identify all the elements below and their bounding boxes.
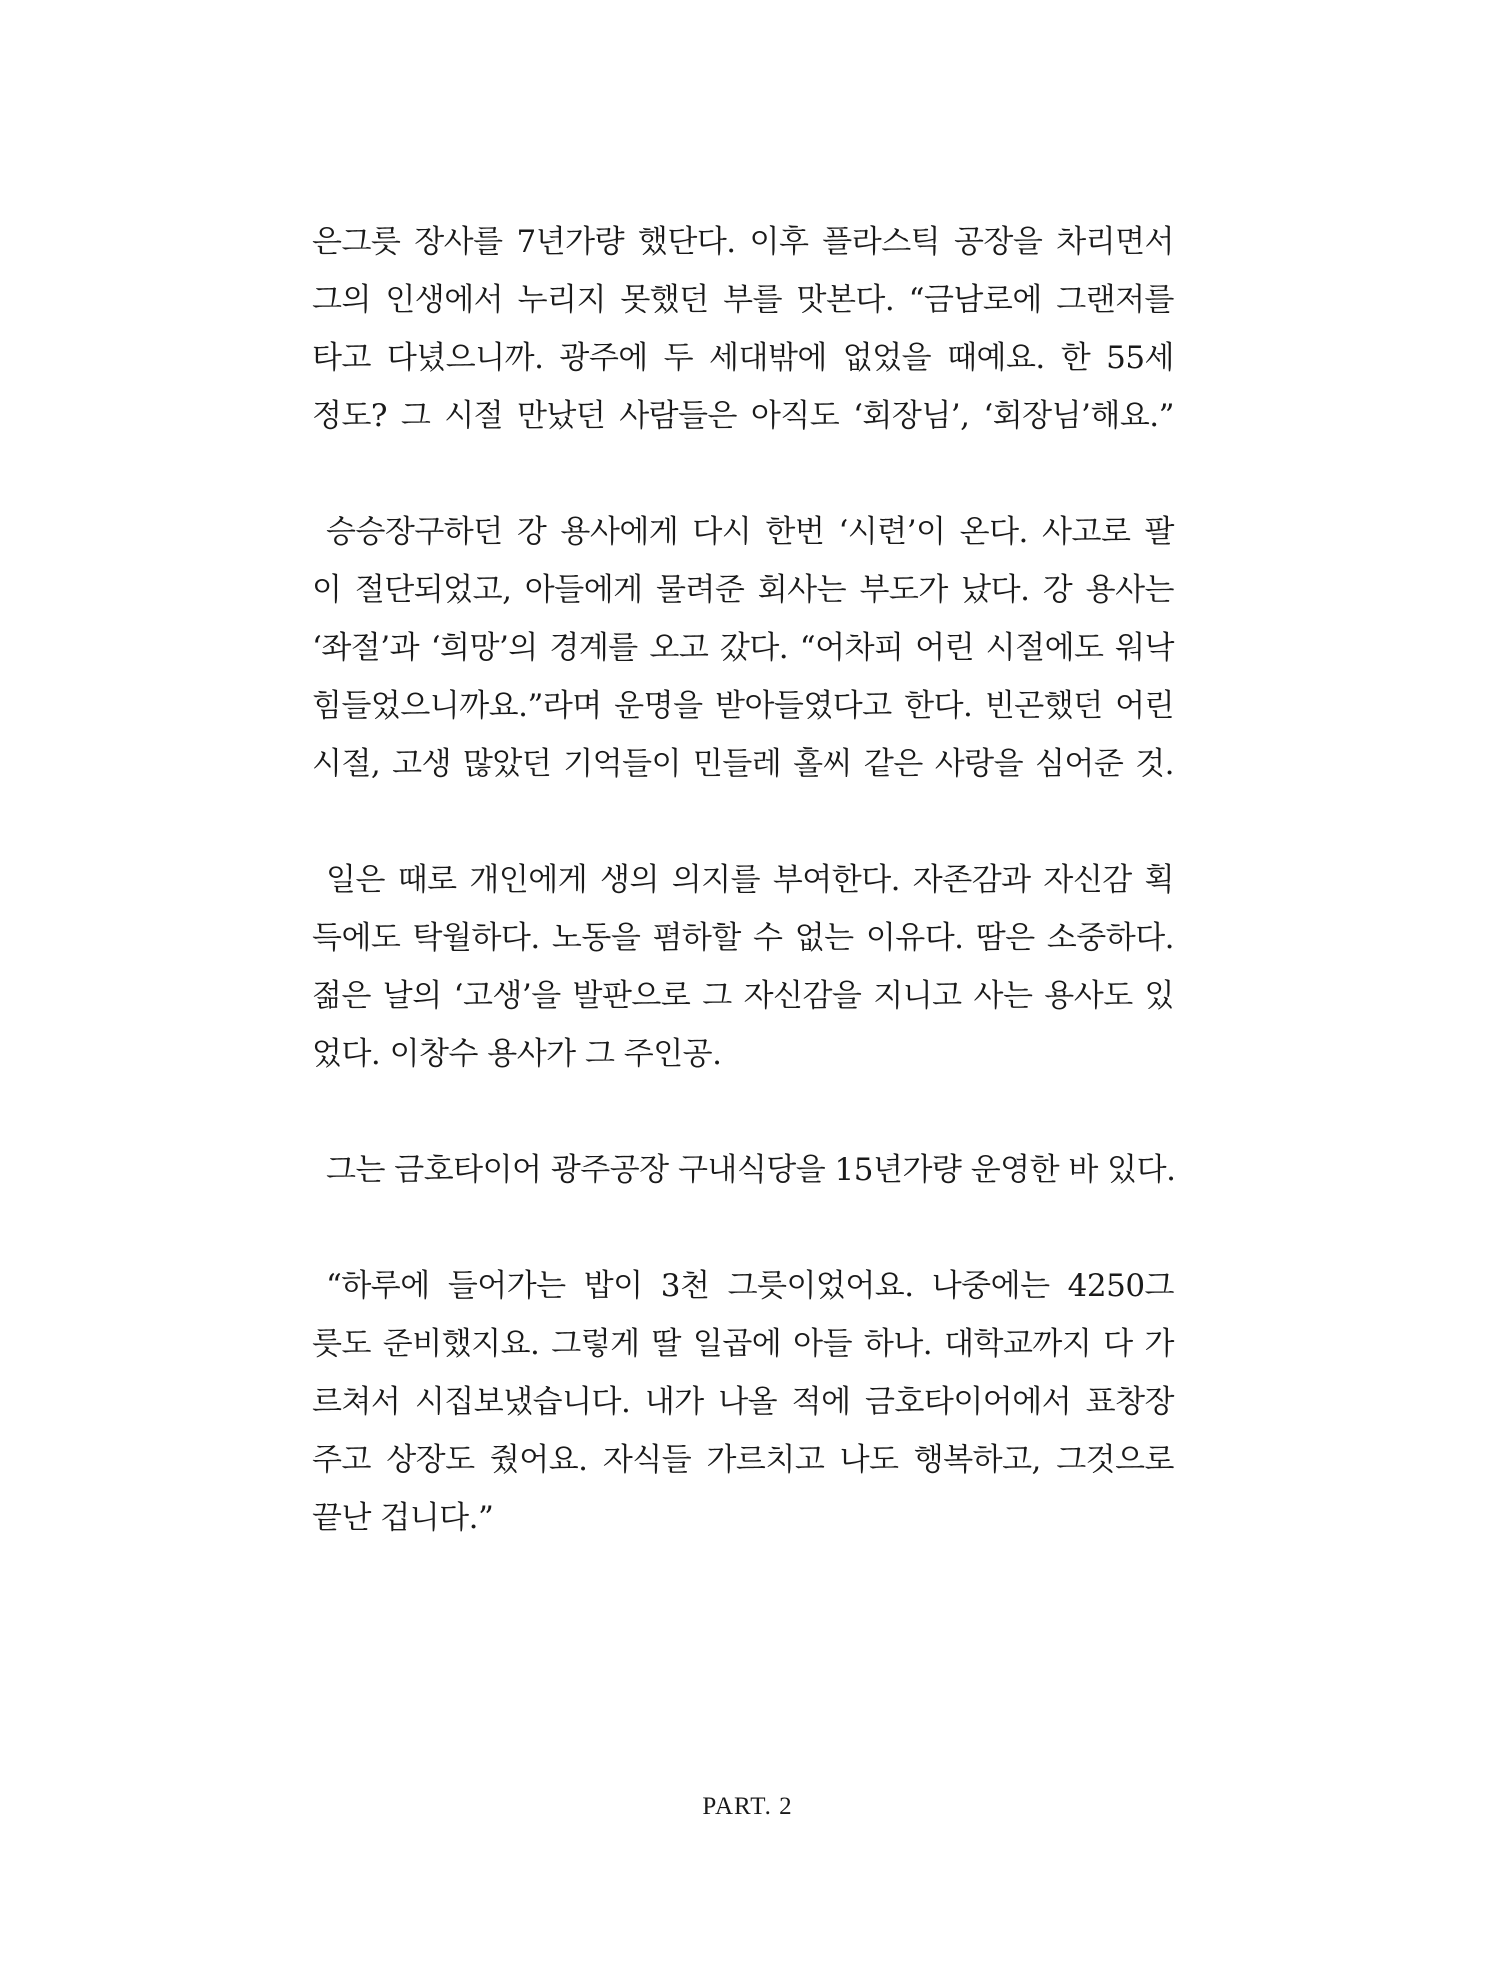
text-line: 이 절단되었고, 아들에게 물려준 회사는 부도가 났다. 강 용사는 <box>312 572 1174 608</box>
paragraph-4 <box>312 1141 1174 1199</box>
text-line: ‘좌절’과 ‘희망’의 경계를 오고 갔다. “어차피 어린 시절에도 워낙 <box>312 630 1174 666</box>
body-text <box>312 213 1174 1605</box>
paragraph-5 <box>312 1257 1174 1547</box>
text-line: 었다. 이창수 용사가 그 주인공. <box>312 1036 722 1072</box>
text-line: 끝난 겁니다.” <box>312 1500 494 1536</box>
text-line: 타고 다녔으니까. 광주에 두 세대밖에 없었을 때예요. 한 55세 <box>312 340 1174 376</box>
text-line: 일은 때로 개인에게 생의 의지를 부여한다. 자존감과 자신감 획 <box>326 862 1174 898</box>
text-line: 득에도 탁월하다. 노동을 폄하할 수 없는 이유다. 땀은 소중하다. <box>312 920 1174 956</box>
text-line: 힘들었으니까요.”라며 운명을 받아들였다고 한다. 빈곤했던 어린 <box>312 688 1174 724</box>
text-line: 그는 금호타이어 광주공장 구내식당을 15년가량 운영한 바 있다. <box>326 1152 1176 1188</box>
text-line: 시절, 고생 많았던 기억들이 민들레 홀씨 같은 사랑을 심어준 것. <box>312 746 1174 782</box>
text-line: 젊은 날의 ‘고생’을 발판으로 그 자신감을 지니고 사는 용사도 있 <box>312 978 1174 1014</box>
paragraph-2 <box>312 503 1174 793</box>
paragraph-3 <box>312 851 1174 1083</box>
text-line: 르쳐서 시집보냈습니다. 내가 나올 적에 금호타이어에서 표창장 <box>312 1384 1174 1420</box>
text-line: 그의 인생에서 누리지 못했던 부를 맛본다. “금남로에 그랜저를 <box>312 282 1174 318</box>
section-footer-label: PART. 2 <box>702 1793 793 1820</box>
paragraph-1 <box>312 213 1174 445</box>
text-line: 릇도 준비했지요. 그렇게 딸 일곱에 아들 하나. 대학교까지 다 가 <box>312 1326 1174 1362</box>
text-line: 주고 상장도 줬어요. 자식들 가르치고 나도 행복하고, 그것으로 <box>312 1442 1174 1478</box>
text-line: 승승장구하던 강 용사에게 다시 한번 ‘시련’이 온다. 사고로 팔 <box>326 514 1174 550</box>
text-line: 정도? 그 시절 만났던 사람들은 아직도 ‘회장님’, ‘회장님’해요.” <box>312 398 1174 434</box>
text-line: 은그릇 장사를 7년가량 했단다. 이후 플라스틱 공장을 차리면서 <box>312 224 1174 260</box>
text-line: “하루에 들어가는 밥이 3천 그릇이었어요. 나중에는 4250그 <box>326 1268 1174 1304</box>
